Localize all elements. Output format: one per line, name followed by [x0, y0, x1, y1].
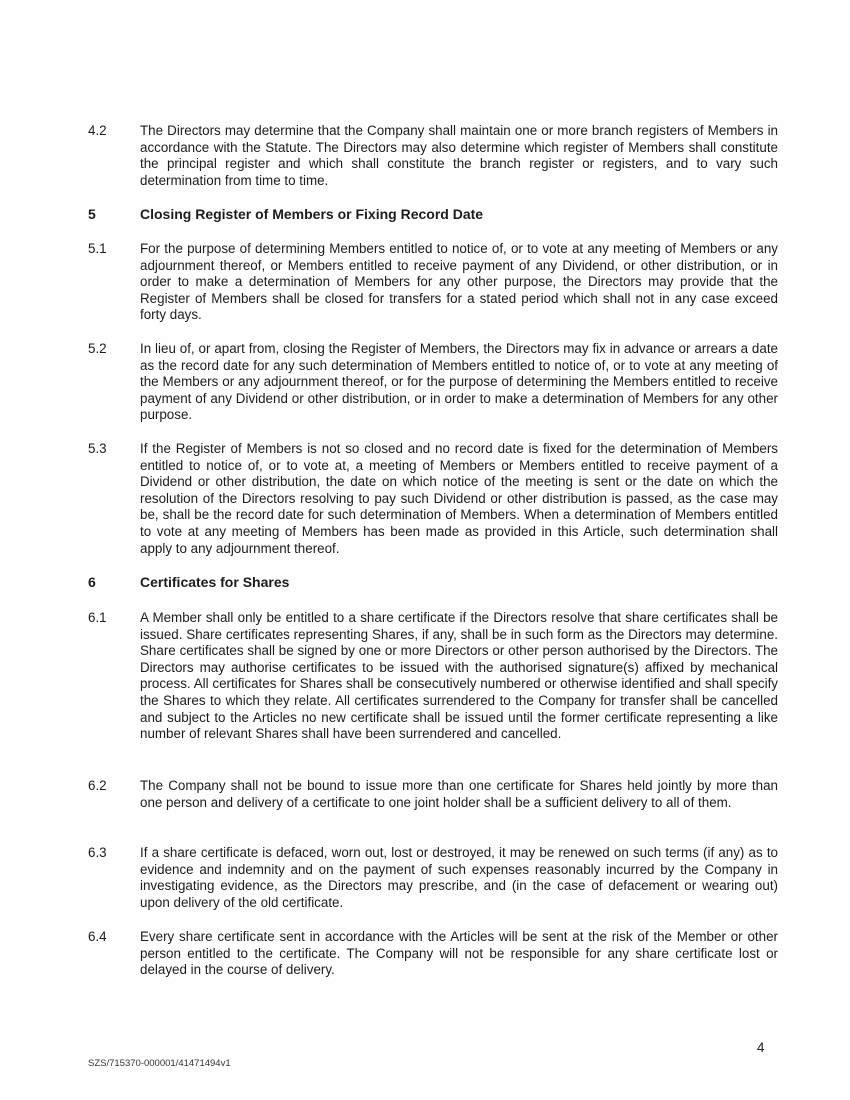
section-title: Closing Register of Members or Fixing Record Date: [140, 206, 484, 222]
clause-number: 5.3: [88, 441, 107, 456]
clause-text: The Directors may determine that the Company shall maintain one or more branch registers of Members in accordance with the Statute. The Directors may also determine which register of Members shall constitute the principal register and which shall constitute the branch register or registers, and to vary such determination from time to time.: [140, 123, 778, 188]
clause-text: If the Register of Members is not so closed and no record date is fixed for the determination of Members entitled to notice of, or to vote at, a meeting of Members or Members entitled to receive payment of a Dividend or other distribution, the date on which notice of the meeting is sent or the date on which the resolution of the Directors resolving to pay such Dividend or other distribution is passed, as the case may be, shall be the record date for such determination of Members. When a determination of Members entitled to vote at any meeting of Members has been made as provided in this Article, such determination shall apply to any adjournment thereof.: [140, 441, 778, 556]
clause-text: Every share certificate sent in accordance with the Articles will be sent at the risk of the Member or other person entitled to the certificate. The Company will not be responsible for any share certificate lost or delayed in the course of delivery.: [140, 929, 778, 978]
clause-text: For the purpose of determining Members entitled to notice of, or to vote at any meeting of Members or any adjournment thereof, or Members entitled to receive payment of any Dividend, or other distribution, or in order to make a determination of Members for any other purpose, the Directors may provide that the Register of Members shall be closed for transfers for a stated period which shall not in any case exceed forty days.: [140, 241, 778, 323]
clause-number: 5.1: [88, 241, 107, 256]
clause-text: The Company shall not be bound to issue more than one certificate for Shares held jointly by more than one person and delivery of a certificate to one joint holder shall be a sufficient delivery to all of them.: [140, 778, 778, 810]
clause-number: 6.3: [88, 845, 107, 860]
clause-number: 5.2: [88, 341, 107, 356]
clause-text: If a share certificate is defaced, worn out, lost or destroyed, it may be renewed on such terms (if any) as to evidence and indemnity and on the payment of such expenses reasonably incurred by the Company in investigating evidence, as the Directors may prescribe, and (in the case of defacement or wearing out) upon delivery of the old certificate.: [140, 845, 778, 910]
section-number: 6: [88, 574, 96, 590]
document-reference: SZS/715370-000001/41471494v1: [88, 1058, 231, 1069]
clause-number: 4.2: [88, 123, 107, 138]
clause-text: In lieu of, or apart from, closing the Register of Members, the Directors may fix in advance or arrears a date as the record date for any such determination of Members entitled to notice of, or to vote at any meeting of the Members or any adjournment thereof, or for the purpose of determining the Members entitled to receive payment of any Dividend or other distribution, or in order to make a determination of Members for any other purpose.: [140, 341, 778, 423]
section-title: Certificates for Shares: [140, 574, 290, 590]
page-number: 4: [757, 1040, 765, 1055]
clause-number: 6.4: [88, 929, 107, 944]
section-number: 5: [88, 206, 96, 222]
clause-number: 6.1: [88, 610, 107, 625]
clause-text: A Member shall only be entitled to a share certificate if the Directors resolve that share certificates shall be issued. Share certificates representing Shares, if any, shall be in such form as the Directors may determine. Share certificates shall be signed by one or more Directors or other person authorised by the Directors. The Directors may authorise certificates to be issued with the authorised signature(s) affixed by mechanical process. All certificates for Shares shall be consecutively numbered or otherwise identified and shall specify the Shares to which they relate. All certificates surrendered to the Company for transfer shall be cancelled and subject to the Articles no new certificate shall be issued until the former certificate representing a like number of relevant Shares shall have been surrendered and cancelled.: [140, 610, 778, 742]
clause-number: 6.2: [88, 778, 107, 793]
